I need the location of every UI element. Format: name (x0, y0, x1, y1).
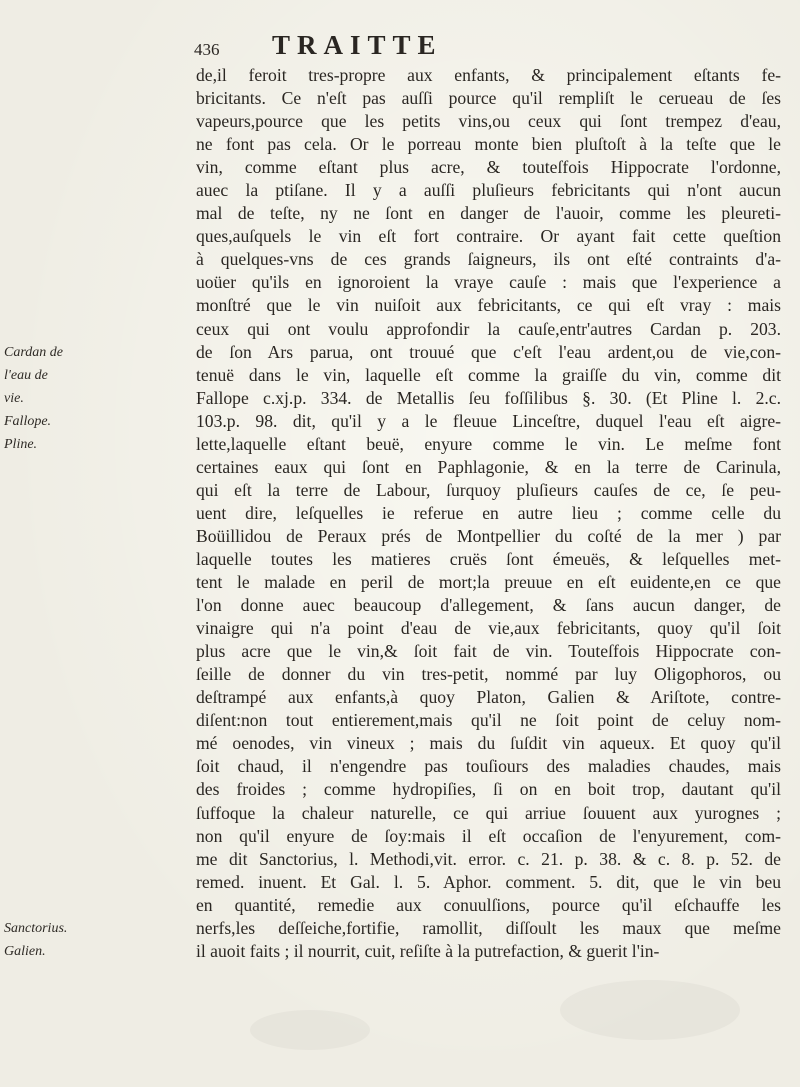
text-line: mé oenodes, vin vineux ; mais du ſuſdit vin aqueux. Et quoy qu'il (196, 733, 781, 754)
margin-note: Fallope. (4, 413, 52, 429)
margin-note: Pline. (4, 436, 38, 452)
running-title: TRAITTE (272, 30, 443, 60)
text-line: lette,laquelle eſtant beuë, enyure comme le vin. Le meſme font (196, 433, 781, 454)
text-line: ceux qui ont voulu approfondir la cauſe,entr'autres Cardan p. 203. (196, 318, 781, 339)
paper-stain (250, 1010, 370, 1050)
text-line: de ſon Ars parua, ont trouué que c'eſt l'eau ardent,ou de vie,con- (196, 341, 781, 362)
margin-note: Sanctorius. (4, 920, 68, 936)
text-line: ſoit chaud, il n'engendre pas touſiours des maladies chaudes, mais (196, 756, 781, 777)
text-line: en quantité, remedie aux conuulſions, pource qu'il eſchauffe les (196, 894, 781, 915)
text-line: deſtrampé aux enfants,à quoy Platon, Galien & Ariſtote, contre- (196, 687, 781, 708)
text-line: 103.p. 98. dit, qu'il y a le fleuue Linceſtre, duquel l'eau eſt aigre- (196, 410, 781, 431)
text-line: ques,auſquels le vin eſt fort contraire. Or ayant fait cette queſtion (196, 226, 781, 247)
text-line: remed. inuent. Et Gal. l. 5. Aphor. comment. 5. dit, que le vin beu (196, 871, 781, 892)
text-line: vin, comme eſtant plus acre, & touteſfois Hippocrate l'ordonne, (196, 157, 781, 178)
text-line: certaines eaux qui ſont en Paphlagonie, & en la terre de Carinula, (196, 456, 781, 477)
text-line: diſent:non tout entierement,mais qu'il ne ſoit point de celuy nom- (196, 710, 781, 731)
text-line: me dit Sanctorius, l. Methodi,vit. error. c. 21. p. 38. & c. 8. p. 52. de (196, 848, 781, 869)
text-line: tent le malade en peril de mort;la preuue en eſt euidente,en ce que (196, 572, 781, 593)
text-line: Fallope c.xj.p. 334. de Metallis ſeu foſſilibus §. 30. (Et Pline l. 2.c. (196, 387, 781, 408)
text-line: laquelle toutes les matieres cruës ſont émeuës, & leſquelles met- (196, 548, 781, 569)
page-number: 436 (194, 40, 220, 59)
margin-note: Cardan de (4, 344, 63, 360)
text-line: des froides ; comme hydropiſies, ſi on en boit trop, dautant qu'il (196, 779, 781, 800)
text-line: qui eſt la terre de Labour, ſurquoy pluſieurs cauſes de ce, ſe peu- (196, 479, 781, 500)
margin-note: vie. (4, 390, 24, 406)
body-text (196, 64, 781, 963)
text-line: il auoit faits ; il nourrit, cuit, reſiſte à la putrefaction, & guerit l'in- (196, 940, 660, 961)
text-line: uoüer qu'ils en ignoroient la vraye cauſe : mais que l'experience a (196, 272, 781, 293)
text-line: monſtré que le vin nuiſoit aux febricitants, ce qui eſt vray : mais (196, 295, 781, 316)
text-line: vinaigre qui n'a point d'eau de vie,aux febricitants, quoy qu'il ſoit (196, 618, 781, 639)
paper-stain (560, 980, 740, 1040)
text-line: mal de teſte, ny ne ſont en danger de l'auoir, comme les pleureti- (196, 203, 781, 224)
text-line: plus acre que le vin,& ſoit fait de vin. Touteſfois Hippocrate con- (196, 641, 781, 662)
text-line: l'on donne auec beaucoup d'allegement, & ſans aucun danger, de (196, 595, 781, 616)
text-line: ſeille de donner du vin tres-petit, nommé par luy Oligophoros, ou (196, 664, 781, 685)
margin-note: Galien. (4, 943, 46, 959)
text-line: non qu'il enyure de ſoy:mais il eſt occaſion de l'enyurement, com- (196, 825, 781, 846)
text-line: vapeurs,pource que les petits vins,ou ceux qui ſont trempez d'eau, (196, 111, 781, 132)
page-header (180, 30, 780, 64)
text-line: Boüillidou de Peraux prés de Montpellier du coſté de la mer ) par (196, 525, 781, 546)
text-line: ne font pas cela. Or le porreau monte bien pluſtoſt à la teſte que le (196, 134, 781, 155)
text-line: à quelques-vns de ces grands ſaigneurs, ils ont eſté contraints d'a- (196, 249, 781, 270)
text-line: uent dire, leſquelles ie referue en autre lieu ; comme celle du (196, 502, 781, 523)
margin-note: l'eau de (4, 367, 48, 383)
text-line: ſuffoque la chaleur naturelle, ce qui arriue ſouuent aux yurognes ; (196, 802, 781, 823)
text-line: de,il feroit tres-propre aux enfants, & principalement eſtants fe- (196, 65, 781, 85)
text-line: nerfs,les deſſeiche,fortifie, ramollit, diſſoult les maux que meſme (196, 917, 781, 938)
text-line: auec la ptiſane. Il y a auſſi pluſieurs febricitants qui n'ont aucun (196, 180, 781, 201)
text-line: tenuë dans le vin, laquelle eſt comme la graiſſe du vin, comme dit (196, 364, 781, 385)
text-line: bricitants. Ce n'eſt pas auſſi pource qu'il rempliſt le cerueau de ſes (196, 88, 781, 109)
